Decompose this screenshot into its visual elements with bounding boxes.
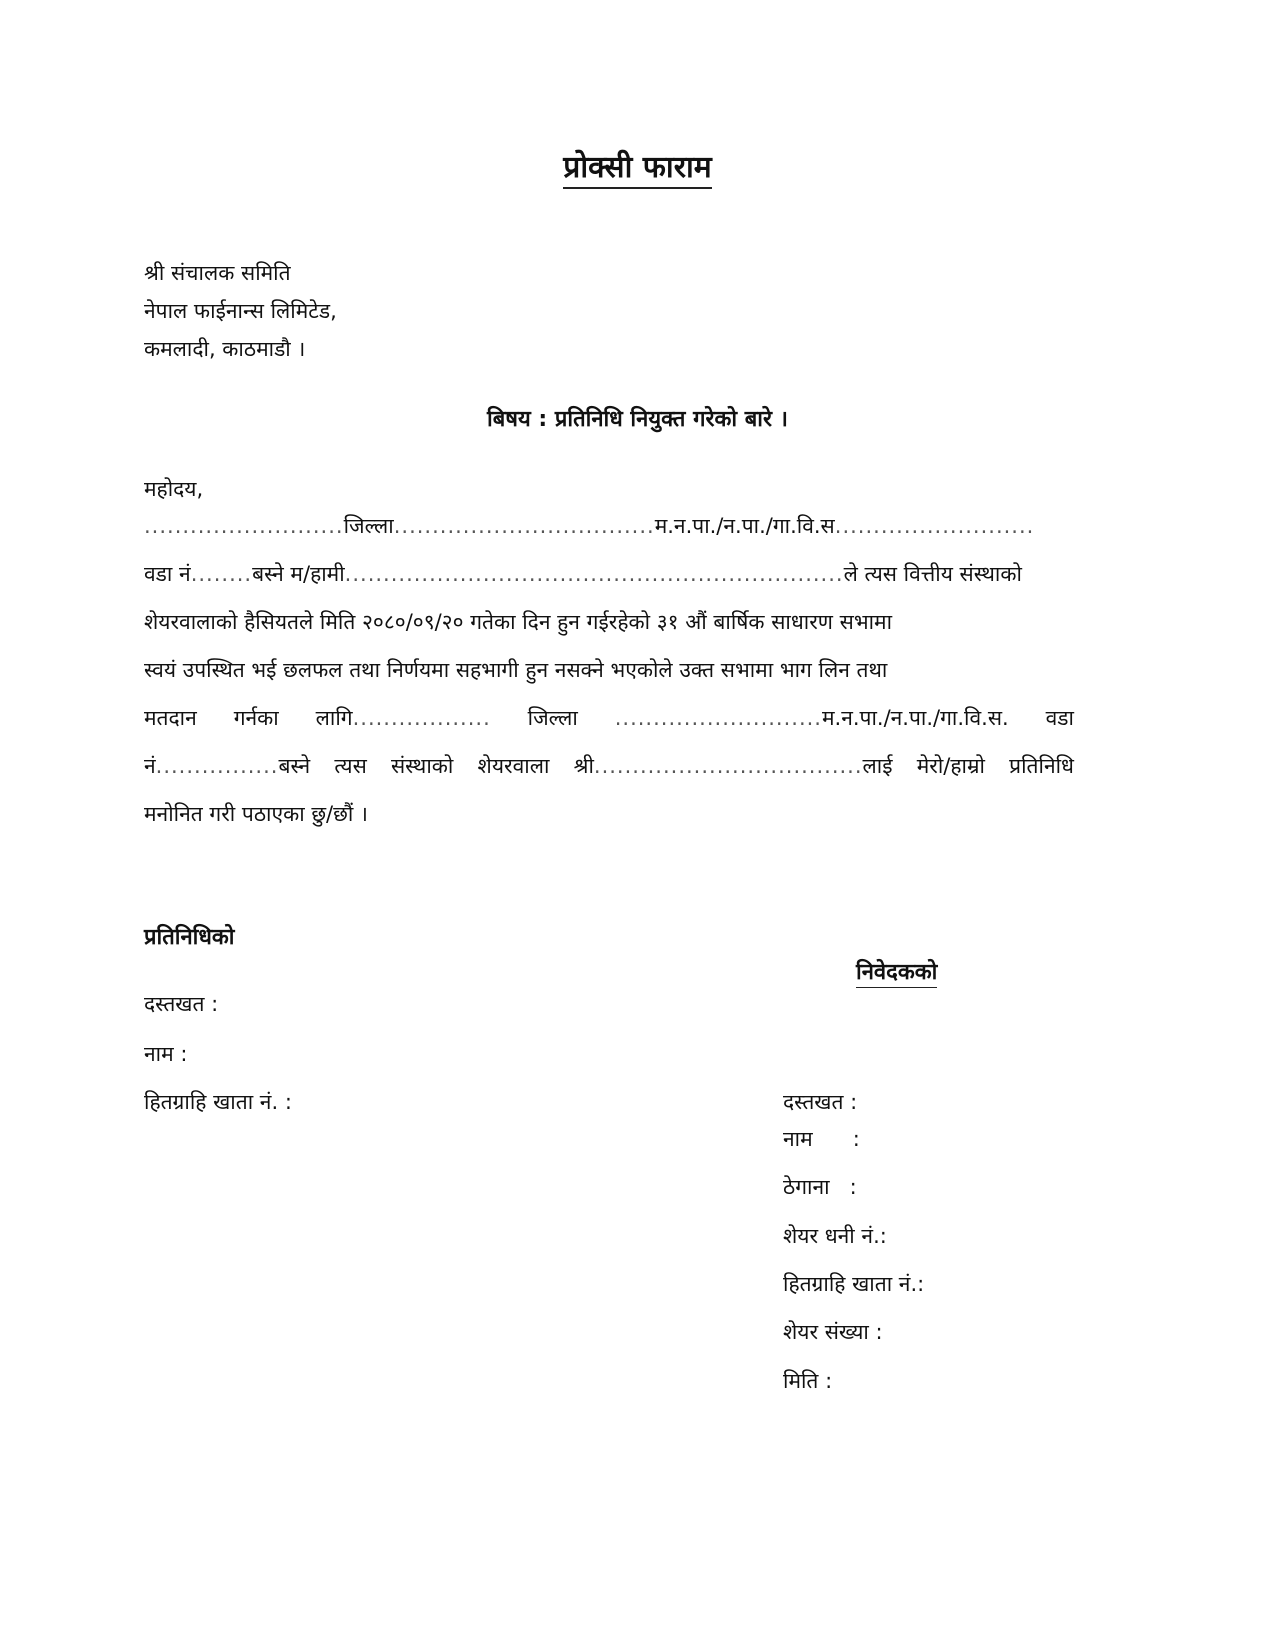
applicant-date-field[interactable]: मिति :: [783, 1369, 833, 1393]
applicant-heading-text: निवेदकको: [856, 960, 937, 988]
blank-proxy-municipality[interactable]: ...........................: [614, 706, 822, 730]
word: मेरो/हाम्रो: [916, 754, 985, 778]
body-line-5: [144, 704, 1074, 732]
representative-heading: प्रतिनिधिको: [144, 925, 235, 950]
blank-municipality-name[interactable]: ..........................: [834, 514, 1035, 538]
subject-line: बिषय : प्रतिनिधि नियुक्त गरेको बारे ।: [487, 407, 788, 432]
label-resident: बस्ने म/हामी: [252, 562, 345, 586]
representative-account-field[interactable]: हितग्राहि खाता नं. :: [144, 1090, 292, 1114]
form-title-text: प्रोक्सी फाराम: [563, 150, 711, 189]
word: म.न.पा./न.पा./गा.वि.स.: [821, 706, 1009, 730]
word: संस्थाको: [390, 754, 454, 778]
word-group: [316, 704, 491, 732]
body-line-6: [144, 752, 1074, 780]
word-group: [144, 752, 310, 780]
label-municipality: म.न.पा./न.पा./गा.वि.स: [654, 514, 835, 538]
blank-municipality[interactable]: ..................................: [393, 514, 655, 538]
word: लाई: [862, 754, 893, 778]
applicant-address-field[interactable]: ठेगाना :: [783, 1175, 857, 1199]
body-line-3: शेयरवालाको हैसियतले मिति २०८०/०९/२० गतेका दिन हुन गईरहेको ३१ औं बार्षिक साधारण सभामा: [144, 610, 893, 634]
blank-proxy-ward[interactable]: ................: [155, 754, 279, 778]
body-paragraph: [144, 0, 1074, 1650]
word: श्री: [573, 754, 594, 778]
word: जिल्ला: [527, 706, 578, 730]
word: शेयरवाला: [477, 754, 550, 778]
blank-ward[interactable]: ........: [190, 562, 253, 586]
blank-district[interactable]: ..........................: [144, 514, 344, 538]
salutation: महोदय,: [144, 477, 204, 501]
applicant-shareholder-no-field[interactable]: शेयर धनी नं.:: [783, 1224, 887, 1248]
word: लागि: [315, 706, 353, 730]
applicant-account-field[interactable]: हितग्राहि खाता नं.:: [783, 1272, 925, 1296]
applicant-name-field[interactable]: नाम :: [783, 1127, 860, 1151]
blank-proxy-district[interactable]: ..................: [352, 706, 491, 730]
body-line-2: [144, 560, 1074, 588]
word: गर्नका: [233, 706, 279, 730]
applicant-heading: [856, 956, 937, 986]
addressee-line-1: श्री संचालक समिति: [144, 261, 291, 285]
blank-shareholder-name[interactable]: .................................................................: [344, 562, 844, 586]
word: त्यस: [334, 754, 367, 778]
word: मतदान: [144, 706, 197, 730]
addressee-line-3: कमलादी, काठमाडौ ।: [144, 337, 306, 361]
addressee-line-2: नेपाल फाईनान्स लिमिटेड,: [144, 299, 337, 323]
word: नं: [144, 754, 156, 778]
word: बस्ने: [278, 754, 311, 778]
label-institution: ले त्यस वित्तीय संस्थाको: [843, 562, 1022, 586]
applicant-share-count-field[interactable]: शेयर संख्या :: [783, 1320, 883, 1344]
applicant-signature-field[interactable]: दस्तखत :: [783, 1090, 858, 1114]
body-line-4: स्वयं उपस्थित भई छलफल तथा निर्णयमा सहभागी हुन नसक्ने भएकोले उक्त सभामा भाग लिन तथा: [144, 658, 888, 682]
representative-name-field[interactable]: नाम :: [144, 1042, 188, 1066]
body-line-1: [144, 512, 1074, 540]
word-group: [615, 704, 1009, 732]
blank-proxy-name[interactable]: ...................................: [593, 754, 863, 778]
word-group: [574, 752, 893, 780]
word: वडा: [1045, 706, 1074, 730]
label-ward: वडा नं: [144, 562, 191, 586]
word: प्रतिनिधि: [1009, 754, 1074, 778]
label-district: जिल्ला: [343, 514, 394, 538]
representative-signature-field[interactable]: दस्तखत :: [144, 992, 219, 1016]
body-line-7: मनोनित गरी पठाएका छु/छौं ।: [144, 802, 368, 826]
